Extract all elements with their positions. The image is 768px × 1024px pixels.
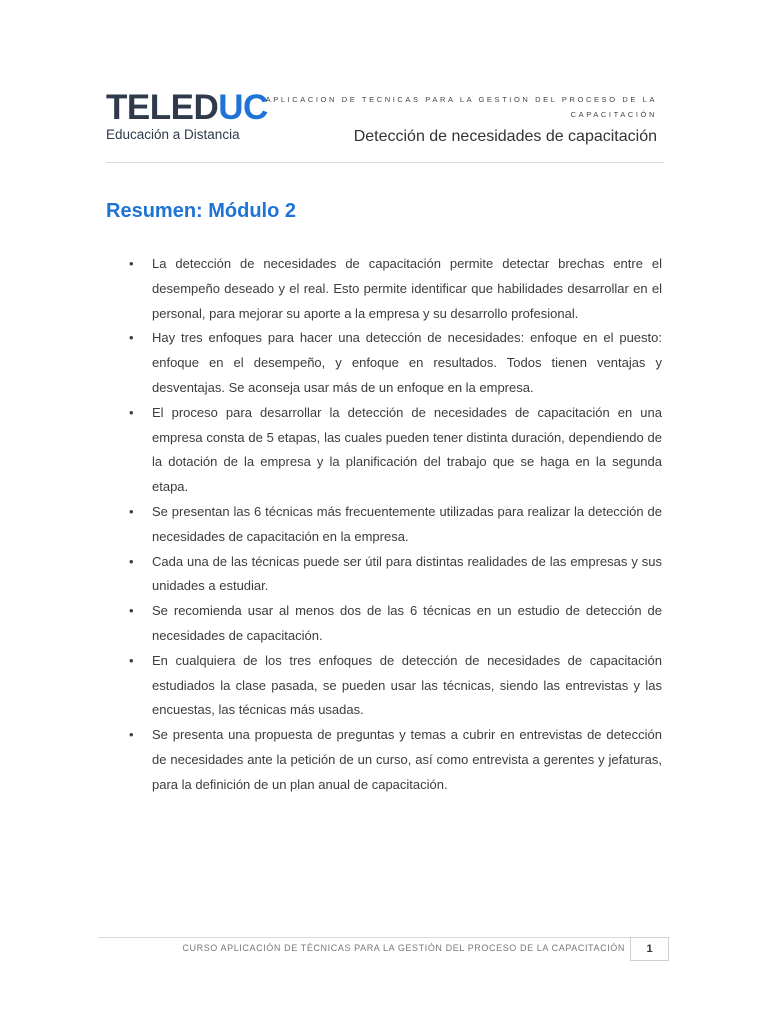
summary-item: • En cualquiera de los tres enfoques de detección de necesidades de capacitación estudiados la clase pasada, se pueden usar las técnicas, siendo las entrevistas y las encuestas, las técnicas más usadas. [152,649,662,723]
footer-course-name: CURSO APLICACIÓN DE TÉCNICAS PARA LA GESTIÓN DEL PROCESO DE LA CAPACITACIÓN [182,943,625,953]
summary-item: • Se presentan las 6 técnicas más frecuentemente utilizadas para realizar la detección de necesidades de capacitación en la empresa. [152,500,662,550]
logo-tele: TELED [106,88,219,127]
footer-divider [98,937,670,938]
summary-item: • Cada una de las técnicas puede ser útil para distintas realidades de las empresas y sus unidades a estudiar. [152,550,662,600]
header-divider [106,162,664,163]
summary-item: • La detección de necesidades de capacitación permite detectar brechas entre el desempeño deseado y el real. Esto permite identificar que habilidades desarrollar en el personal, para mejorar su aporte a la empresa y su desarrollo profesional. [152,252,662,326]
summary-item: • Hay tres enfoques para hacer una detección de necesidades: enfoque en el puesto: enfoque en el desempeño, y enfoque en resultados. Todos tienen ventajas y desventajas. Se aconseja usar más de un enfoque en la empresa. [152,326,662,400]
section-title: Resumen: Módulo 2 [106,200,297,222]
logo-subtitle: Educación a Distancia [106,127,240,142]
header-right [237,92,657,146]
logo-uc: UC [218,88,268,127]
document-title: Detección de necesidades de capacitación [353,128,657,145]
summary-list [152,252,662,798]
page-number: 1 [630,937,669,961]
summary-item: • Se presenta una propuesta de preguntas y temas a cubrir en entrevistas de detección de necesidades ante la petición de un curso, así como entrevista a gerentes y jefaturas, para la definición de un plan anual de capacitación. [152,723,662,797]
course-tag: APLICACION DE TECNICAS PARA LA GESTION DEL PROCESO DE LA CAPACITACIÓN [265,95,657,119]
summary-item: • El proceso para desarrollar la detección de necesidades de capacitación en una empresa consta de 5 etapas, las cuales pueden tener distinta duración, dependiendo de la dotación de la empresa y la planificación del trabajo que se haga en la segunda etapa. [152,401,662,500]
summary-item: • Se recomienda usar al menos dos de las 6 técnicas en un estudio de detección de necesidades de capacitación. [152,599,662,649]
